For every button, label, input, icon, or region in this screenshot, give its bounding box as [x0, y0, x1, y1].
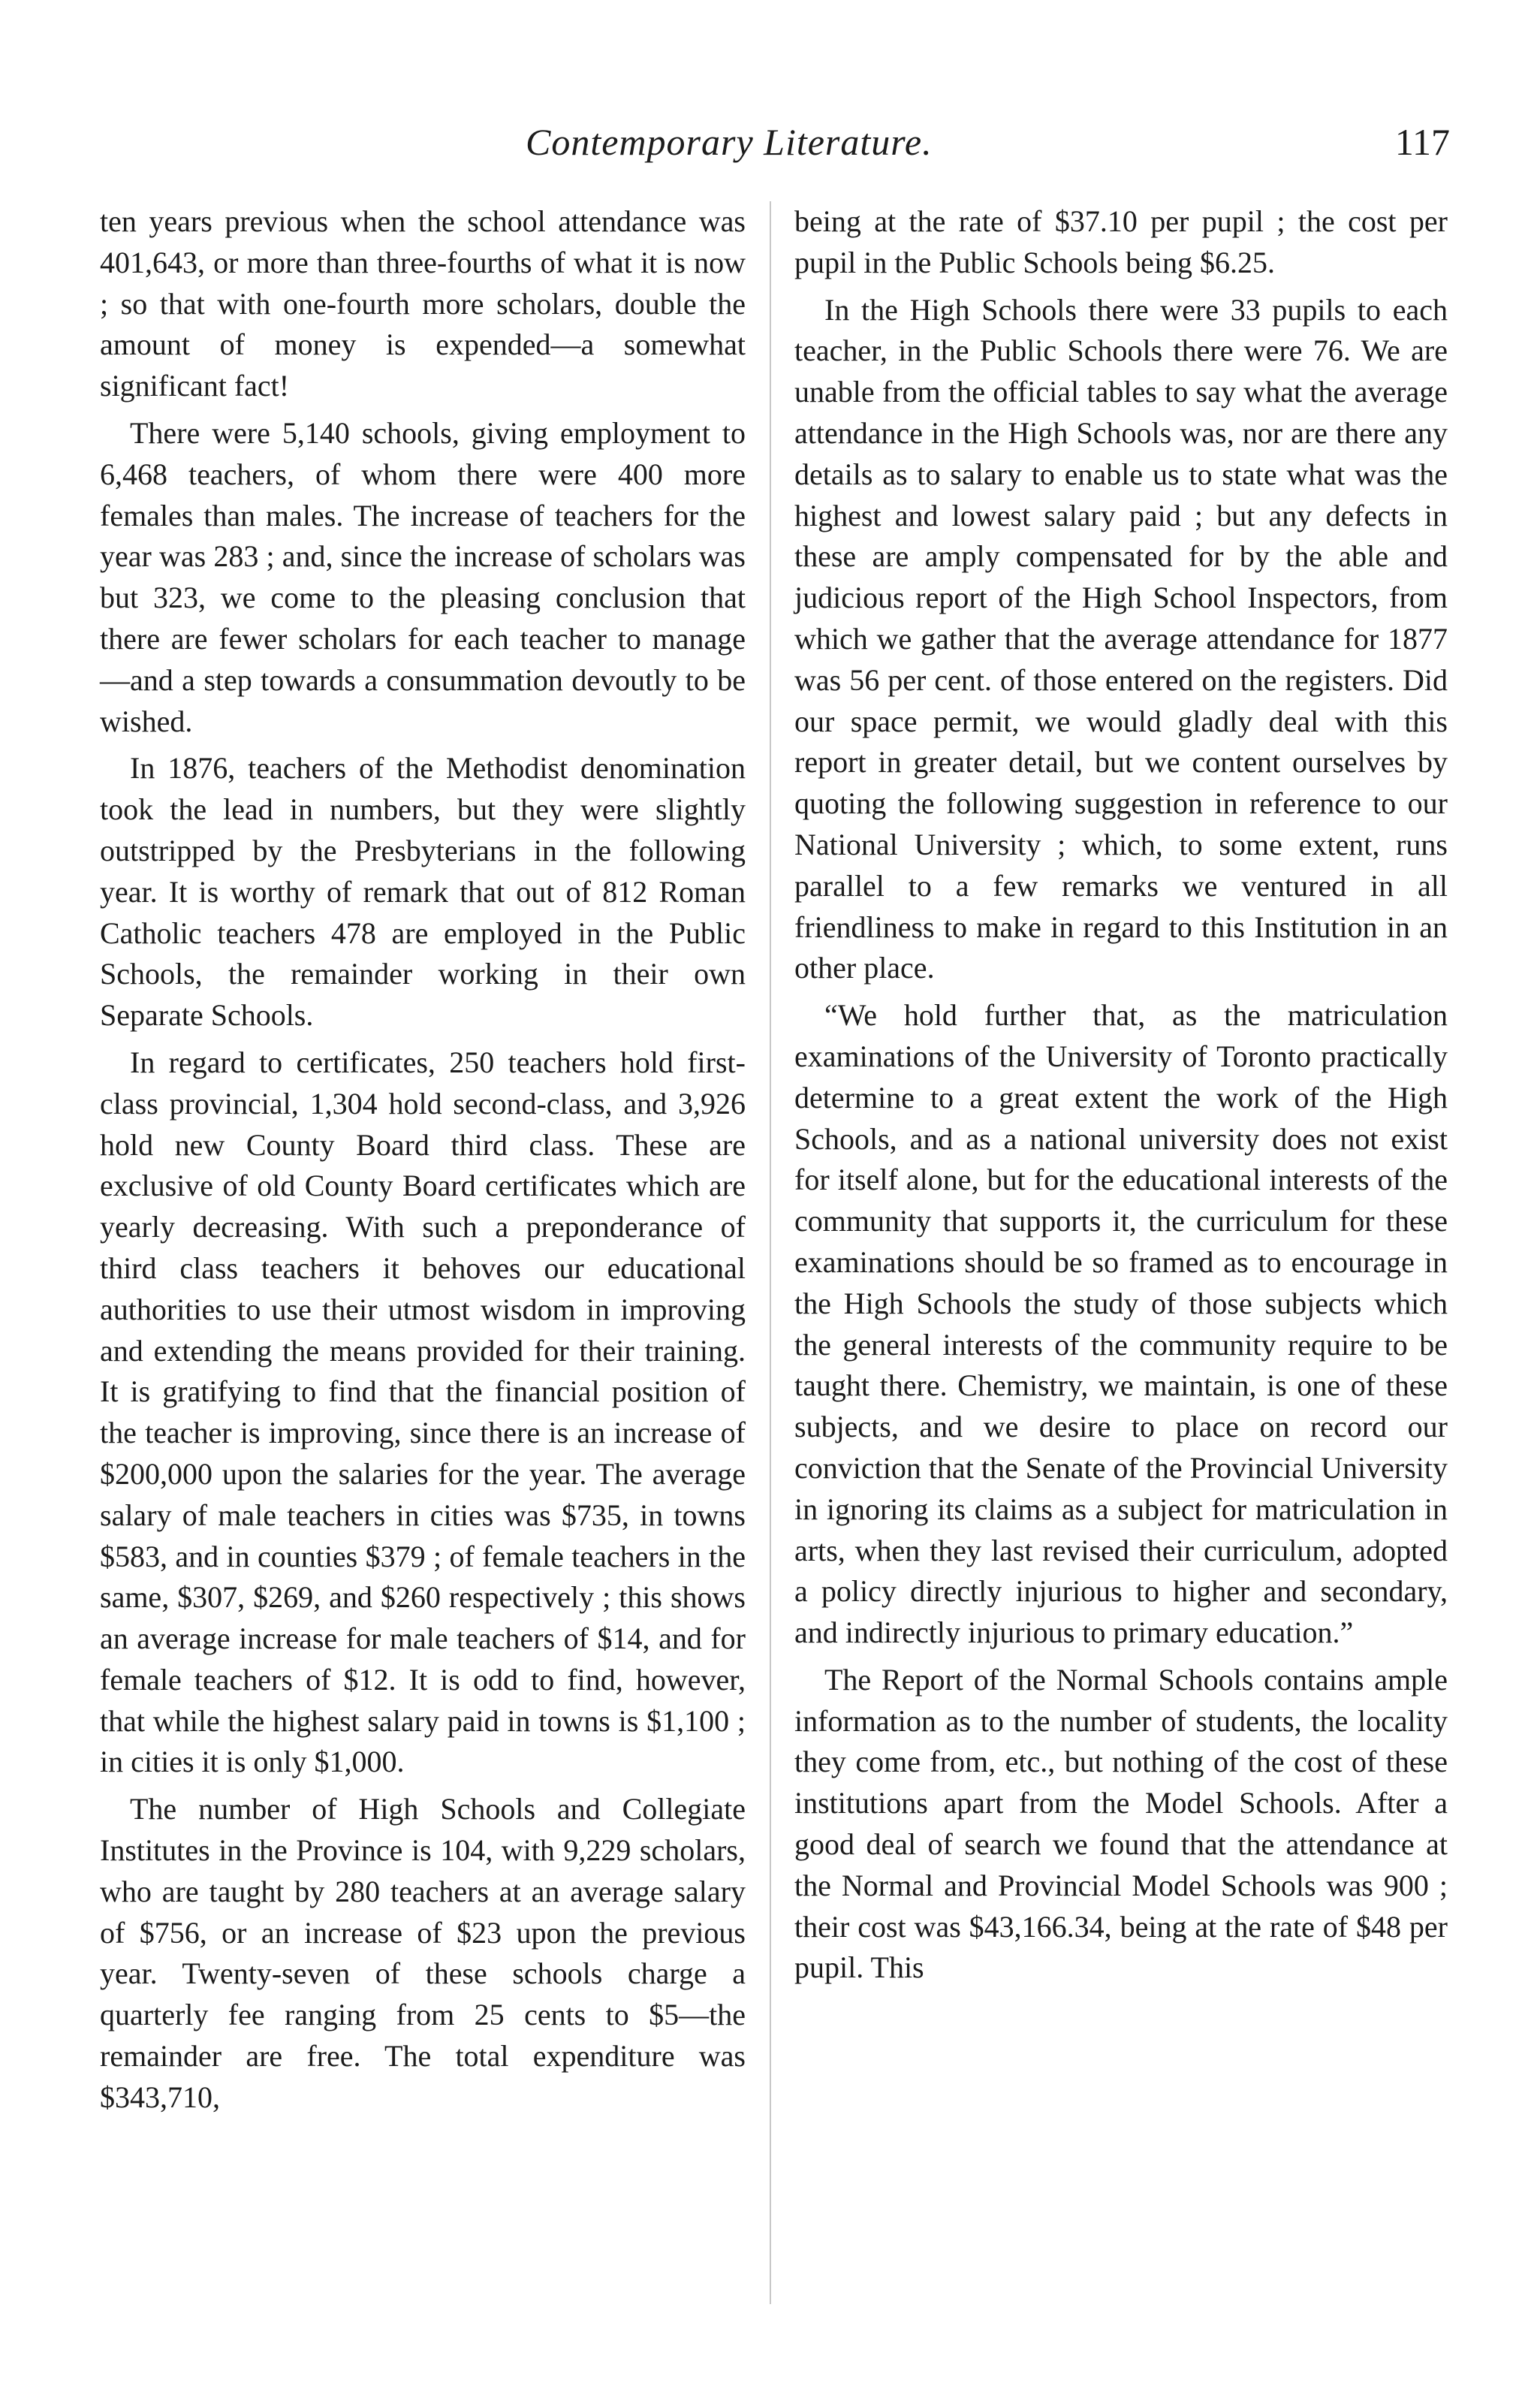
column-divider	[770, 201, 771, 2304]
paragraph: In 1876, teachers of the Methodist denomination took the lead in numbers, but they were slightly outstripped by the Presbyterians in the following year. It is worthy of remark that out of 812 Roman Catholic teachers 478 are employed in the Public Schools, the remainder working in their own Separate Schools.	[100, 751, 746, 1033]
paragraph: There were 5,140 schools, giving employment to 6,468 teachers, of whom there were 400 more females than males. The increase of teachers for the year was 283 ; and, since the increase of scholars was but 323, we come to the pleasing conclusion that there are fewer scholars for each teacher to manage—and a step towards a consummation devoutly to be wished.	[100, 415, 746, 738]
paragraph: The Report of the Normal Schools contains ample information as to the number of students, the locality they come from, etc., but nothing of the cost of these institutions apart from the Model Schools. After a good deal of search we found that the attendance at the Normal and Provincial Model Schools was 900 ; their cost was $43,166.34, being at the rate of $48 per pupil. This	[794, 1662, 1448, 1985]
paragraph: In regard to certificates, 250 teachers hold first-class provincial, 1,304 hold second-class, and 3,926 hold new County Board third class. These are exclusive of old County Board certificates which are yearly decreasing. With such a preponderance of third class teachers it behoves our educational authorities to use their utmost wisdom in improving and extending the means provided for their training. It is gratifying to find that the financial position of the teacher is improving, since there is an increase of $200,000 upon the salaries for the year. The average salary of male teachers in cities was $735, in towns $583, and in counties $379 ; of female teachers in the same, $307, $269, and $260 respectively ; this shows an average increase for male teachers of $14, and for female teachers of $12. It is odd to find, however, that while the highest salary paid in towns is $1,100 ; in cities it is only $1,000.	[100, 1045, 746, 1779]
paragraph: The number of High Schools and Collegiate Institutes in the Province is 104, with 9,229 scholars, who are taught by 280 teachers at an average salary of $756, or an increase of $23 upon the previous year. Twenty-seven of these schools charge a quarterly fee ranging from 25 cents to $5—the remainder are free. The total expenditure was $343,710,	[100, 1792, 746, 2114]
left-column	[100, 201, 746, 2119]
right-column	[794, 201, 1448, 1989]
page-header	[526, 120, 1450, 180]
paragraph: being at the rate of $37.10 per pupil ; the cost per pupil in the Public Schools being $6.25.	[794, 204, 1448, 279]
quoted-paragraph: “We hold further that, as the matriculation examinations of the University of Toronto practically determine to a great extent the work of the High Schools, and as a national university does not exist for itself alone, but for the educational interests of the community that supports it, the curriculum for these examinations should be so framed as to encourage in the High Schools the study of those subjects which the general interests of the community require to be taught there. Chemistry, we maintain, is one of these subjects, and we desire to place on record our conviction that the Senate of the Provincial University in ignoring its claims as a subject for matriculation in arts, when they last revised their curriculum, adopted a policy directly injurious to higher and secondary, and indirectly injurious to primary education.”	[794, 998, 1448, 1650]
running-title: Contemporary Literature.	[526, 121, 933, 163]
paragraph: In the High Schools there were 33 pupils to each teacher, in the Public Schools there were 76. We are unable from the official tables to say what the average attendance in the High Schools was, nor are there any details as to salary to enable us to state what was the highest and lowest salary paid ; but any defects in these are amply compensated for by the able and judicious report of the High School Inspectors, from which we gather that the average attendance for 1877 was 56 per cent. of those entered on the registers. Did our space permit, we would gladly deal with this report in greater detail, but we content ourselves by quoting the following suggestion in reference to our National University ; which, to some extent, runs parallel to a few remarks we ventured in all friendliness to make in regard to this Institution in an other place.	[794, 292, 1448, 985]
page-number: 117	[1394, 121, 1450, 163]
paragraph: ten years previous when the school attendance was 401,643, or more than three-fourths of what it is now ; so that with one-fourth more scholars, double the amount of money is expended—a somewhat significant fact!	[100, 204, 746, 403]
